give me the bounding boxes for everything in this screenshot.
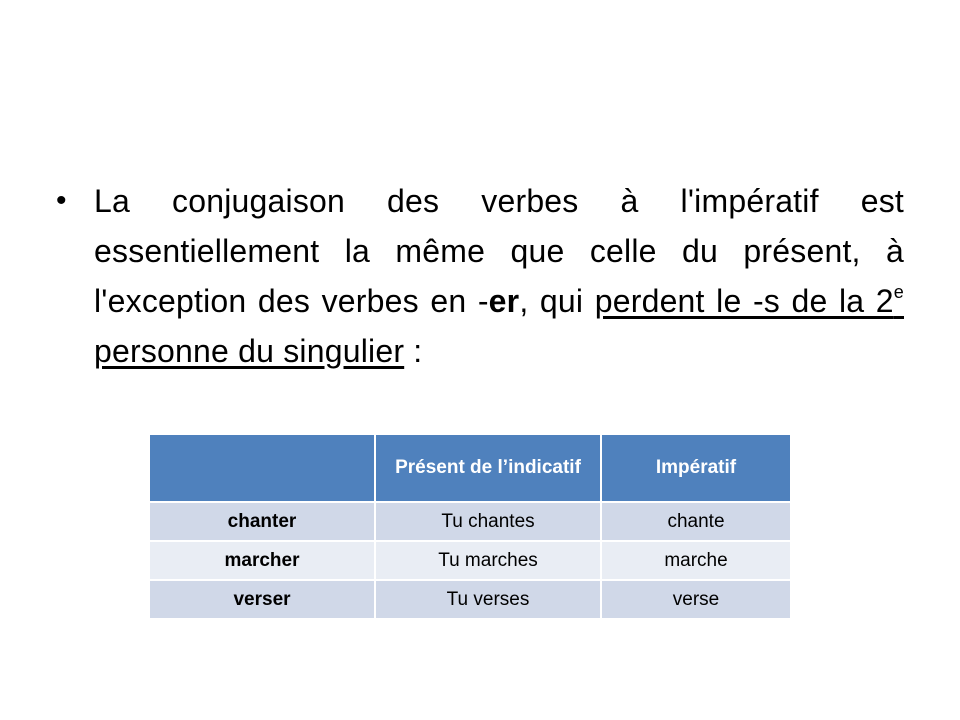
- imperative-cell: chante: [601, 502, 790, 541]
- present-cell: Tu marches: [375, 541, 601, 580]
- bullet-text-part1: La conjugaison des verbes à l'impératif est essentiellement la même que celle du présent, à l'exception des verbes en -: [94, 183, 904, 319]
- verb-cell: marcher: [150, 541, 375, 580]
- imperative-cell: marche: [601, 541, 790, 580]
- table-header-row: [150, 435, 790, 502]
- verb-cell: verser: [150, 580, 375, 618]
- table-row: [150, 541, 790, 580]
- verb-cell: chanter: [150, 502, 375, 541]
- bullet-text-part2: , qui: [519, 283, 595, 319]
- bullet-text: [94, 176, 904, 376]
- imperative-cell: verse: [601, 580, 790, 618]
- header-present: Présent de l’indicatif: [375, 435, 601, 502]
- underlined-part2: personne du singulier: [94, 333, 405, 369]
- bullet-icon: •: [56, 184, 67, 217]
- underlined-part1: perdent le -s de la 2: [594, 283, 894, 319]
- present-cell: Tu chantes: [375, 502, 601, 541]
- table-row: [150, 502, 790, 541]
- header-imperative: Impératif: [601, 435, 790, 502]
- conjugation-table: [150, 435, 790, 618]
- bullet-bold-ending: er: [488, 283, 520, 319]
- bullet-text-end: :: [404, 333, 423, 369]
- superscript-e: e: [893, 282, 904, 303]
- present-cell: Tu verses: [375, 580, 601, 618]
- header-empty: [150, 435, 375, 502]
- table-row: [150, 580, 790, 618]
